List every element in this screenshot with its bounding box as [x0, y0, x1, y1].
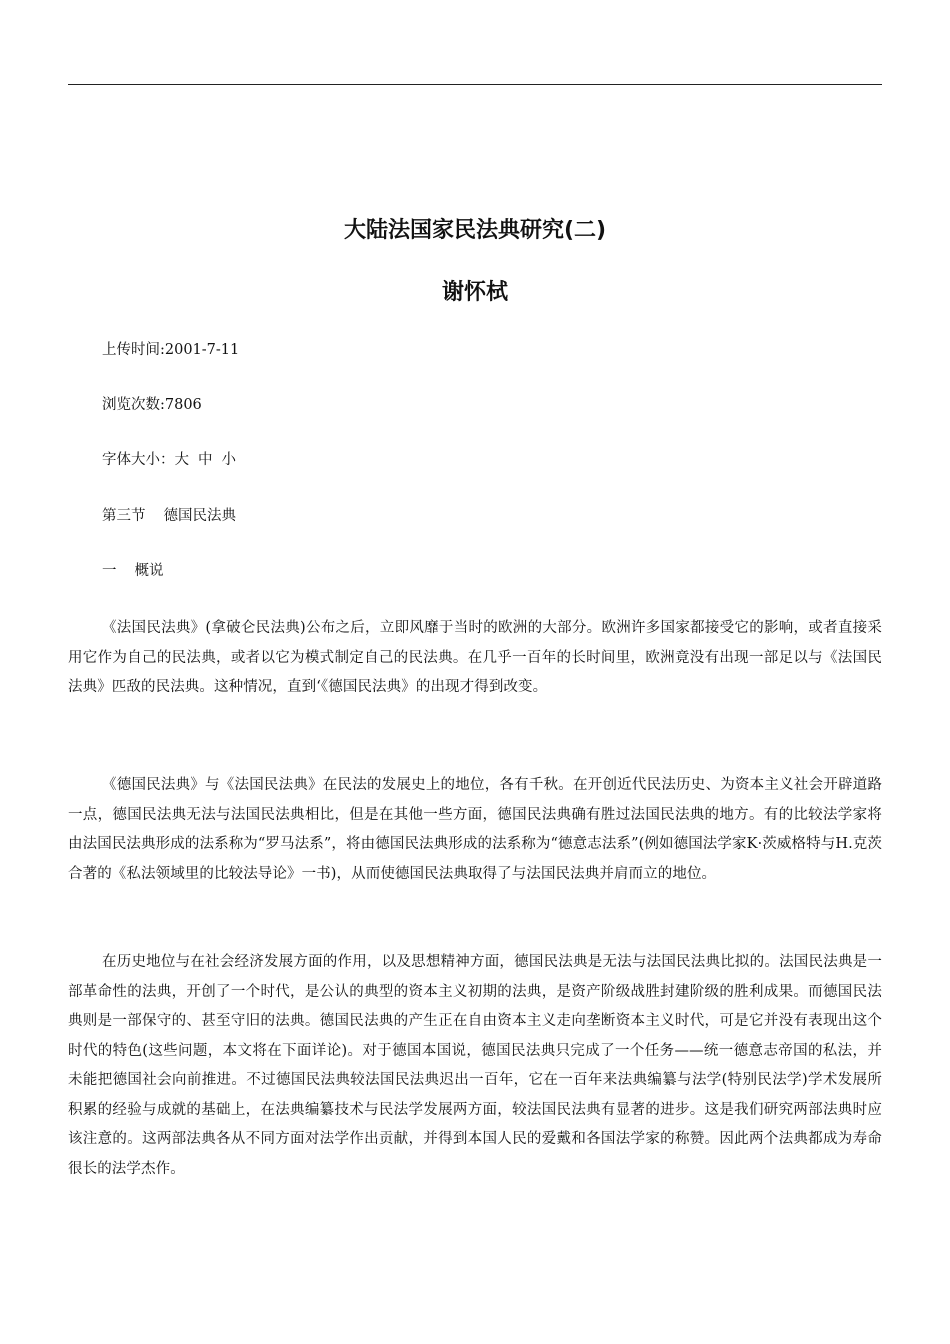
top-divider: [68, 84, 882, 85]
font-size-medium-link[interactable]: 中: [198, 452, 213, 468]
section-heading: [102, 506, 236, 526]
font-size-controls: [102, 450, 236, 470]
font-size-large-link[interactable]: 大: [174, 452, 189, 468]
section-title: 德国民法典: [163, 508, 236, 524]
document-author: 谢怀栻: [441, 280, 508, 305]
body-paragraph: 《法国民法典》(拿破仑民法典)公布之后，立即风靡于当时的欧洲的大部分。欧洲许多国家都接受它的影响，或者直接采用它作为自己的民法典，或者以它为模式制定自己的民法典。在几乎一百年的长时间里，欧洲竟没有出现一部足以与《法国民法典》匹敌的民法典。这种情况，直到‘《德国民法典》的出现才得到改变。: [68, 620, 882, 695]
upload-time: 上传时间:2001-7-11: [102, 342, 240, 358]
view-count: 浏览次数:7806: [102, 397, 202, 413]
section-number: 第三节: [102, 508, 146, 524]
subsection-number: 一: [102, 563, 117, 579]
body-paragraph: 在历史地位与在社会经济发展方面的作用，以及思想精神方面，德国民法典是无法与法国民法典比拟的。法国民法典是一部革命性的法典，开创了一个时代，是公认的典型的资本主义初期的法典，是资产阶级战胜封建阶级的胜利成果。而德国民法典则是一部保守的、甚至守旧的法典。德国民法典的产生正在自由资本主义走向垄断资本主义时代，可是它并没有表现出这个时代的特色(这些问题，本文将在下面详论)。对于德国本国说，德国民法典只完成了一个任务——统一德意志帝国的私法，并未能把德国社会向前推进。不过德国民法典较法国民法典迟出一百年，它在一百年来法典编纂与法学(特别民法学)学术发展所积累的经验与成就的基础上，在法典编纂技术与民法学发展两方面，较法国民法典有显著的进步。这是我们研究两部法典时应该注意的。这两部法典各从不同方面对法学作出贡献，并得到本国人民的爱戴和各国法学家的称赞。因此两个法典都成为寿命很长的法学杰作。: [68, 954, 882, 1177]
body-paragraph: 《德国民法典》与《法国民法典》在民法的发展史上的地位，各有千秋。在开创近代民法历史、为资本主义社会开辟道路一点，德国民法典无法与法国民法典相比，但是在其他一些方面，德国民法典确有胜过法国民法典的地方。有的比较法学家将由法国民法典形成的法系称为“罗马法系”，将由德国民法典形成的法系称为“德意志法系”(例如德国法学家K·茨威格特与H.克茨合著的《私法领域里的比较法导论》一书)，从而使德国民法典取得了与法国民法典并肩而立的地位。: [68, 777, 882, 882]
subsection-heading: [102, 561, 164, 581]
font-size-label: 字体大小：: [102, 452, 175, 468]
document-title: 大陆法国家民法典研究(二): [343, 218, 607, 243]
font-size-small-link[interactable]: 小: [221, 452, 236, 468]
subsection-title: 概说: [134, 563, 164, 579]
